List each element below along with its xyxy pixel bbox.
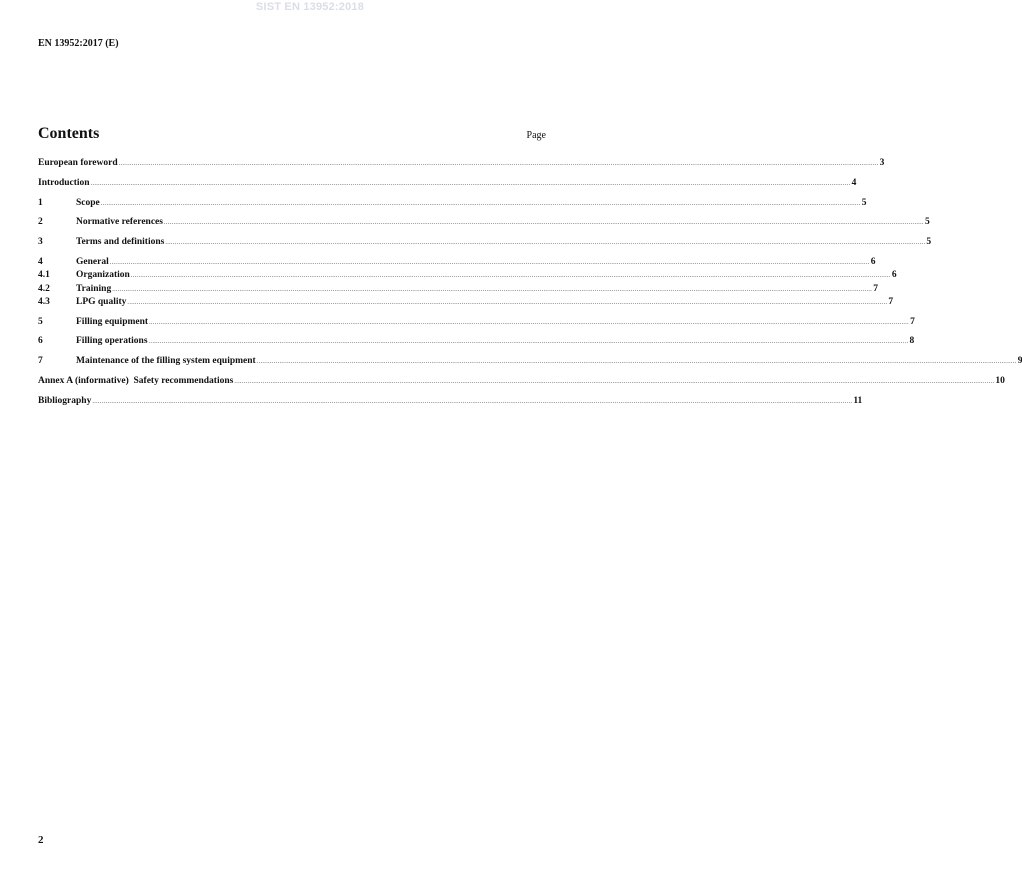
toc-title: LPG quality — [76, 297, 127, 307]
toc-leader-dots: ................................................................................................................................................................................................................................................................................................................................................................................................................ — [92, 399, 853, 405]
toc-number: 4.1 — [38, 270, 50, 280]
toc-page: 5 — [926, 237, 932, 247]
toc-title: Training — [76, 284, 112, 294]
toc-entry-lpg-quality[interactable] — [38, 296, 894, 308]
toc-leader-dots: ................................................................................................................................................................................................................................................................................................................................................................................................................ — [118, 161, 879, 167]
toc-number: 3 — [38, 237, 43, 247]
toc-title: Introduction — [38, 178, 90, 188]
toc-title: Filling operations — [76, 336, 148, 346]
toc-title: Filling equipment — [76, 317, 149, 327]
toc-page: 11 — [853, 396, 863, 406]
contents-title: Contents — [38, 125, 100, 142]
toc-entry-terms-definitions[interactable] — [38, 236, 932, 248]
toc-leader-dots: ................................................................................................................................................................................................................................................................................................................................................................................................................ — [112, 287, 873, 293]
toc-entry-normative-references[interactable] — [38, 216, 930, 228]
toc-entry-maintenance[interactable] — [38, 355, 1022, 367]
toc-leader-dots: ................................................................................................................................................................................................................................................................................................................................................................................................................ — [109, 260, 870, 266]
toc-leader-dots: ................................................................................................................................................................................................................................................................................................................................................................................................................ — [234, 379, 995, 385]
toc-title: Normative references — [76, 217, 163, 227]
toc-entry-bibliography[interactable] — [38, 395, 863, 407]
toc-leader-dots: ................................................................................................................................................................................................................................................................................................................................................................................................................ — [149, 320, 910, 326]
toc-title: General — [76, 257, 109, 267]
contents-header — [38, 121, 546, 145]
toc-number: 1 — [38, 198, 43, 208]
toc-page: 7 — [888, 297, 894, 307]
toc-number: 2 — [38, 217, 43, 227]
toc-page: 6 — [870, 257, 876, 267]
toc-number: 5 — [38, 317, 43, 327]
toc-entry-scope[interactable] — [38, 197, 867, 209]
page-number: 2 — [38, 834, 44, 846]
toc-leader-dots: ................................................................................................................................................................................................................................................................................................................................................................................................................ — [90, 181, 851, 187]
toc-leader-dots: ................................................................................................................................................................................................................................................................................................................................................................................................................ — [100, 201, 861, 207]
toc-leader-dots: ................................................................................................................................................................................................................................................................................................................................................................................................................ — [163, 220, 924, 226]
toc-number: 4.3 — [38, 297, 50, 307]
toc-leader-dots: ................................................................................................................................................................................................................................................................................................................................................................................................................ — [256, 359, 1017, 365]
toc-entry-training[interactable] — [38, 283, 878, 295]
toc-title: Annex A (informative) Safety recommendations — [38, 376, 234, 386]
toc-title: Terms and definitions — [76, 237, 165, 247]
toc-title: Bibliography — [38, 396, 92, 406]
toc-number: 4.2 — [38, 284, 50, 294]
toc-page: 6 — [891, 270, 897, 280]
toc-title: Scope — [76, 198, 100, 208]
toc-entry-general[interactable] — [38, 256, 876, 268]
toc-number: 4 — [38, 257, 43, 267]
toc-leader-dots: ................................................................................................................................................................................................................................................................................................................................................................................................................ — [127, 300, 888, 306]
toc-page: 9 — [1017, 356, 1022, 366]
toc-leader-dots: ................................................................................................................................................................................................................................................................................................................................................................................................................ — [148, 339, 909, 345]
toc-page: 10 — [995, 376, 1005, 386]
toc-page: 5 — [924, 217, 930, 227]
toc-page: 3 — [879, 158, 885, 168]
toc-page: 8 — [909, 336, 915, 346]
toc-entry-foreword[interactable] — [38, 157, 885, 169]
toc-entry-filling-operations[interactable] — [38, 335, 915, 347]
document-id: EN 13952:2017 (E) — [38, 38, 119, 49]
toc-page: 5 — [861, 198, 867, 208]
page-column-label: Page — [526, 130, 546, 141]
toc-title: Organization — [76, 270, 130, 280]
toc-entry-organization[interactable] — [38, 269, 897, 281]
toc-number: 7 — [38, 356, 43, 366]
toc-entry-annex-a[interactable] — [38, 375, 1005, 387]
toc-page: 4 — [851, 178, 857, 188]
toc-leader-dots: ................................................................................................................................................................................................................................................................................................................................................................................................................ — [165, 240, 926, 246]
watermark-text: SIST EN 13952:2018 — [255, 1, 365, 13]
toc-number: 6 — [38, 336, 43, 346]
toc-page: 7 — [873, 284, 878, 294]
toc-page: 7 — [910, 317, 915, 327]
toc-entry-introduction[interactable] — [38, 177, 857, 189]
toc-entry-filling-equipment[interactable] — [38, 316, 915, 328]
toc-title: European foreword — [38, 158, 118, 168]
toc-leader-dots: ................................................................................................................................................................................................................................................................................................................................................................................................................ — [130, 273, 891, 279]
toc-title: Maintenance of the filling system equipment — [76, 356, 256, 366]
